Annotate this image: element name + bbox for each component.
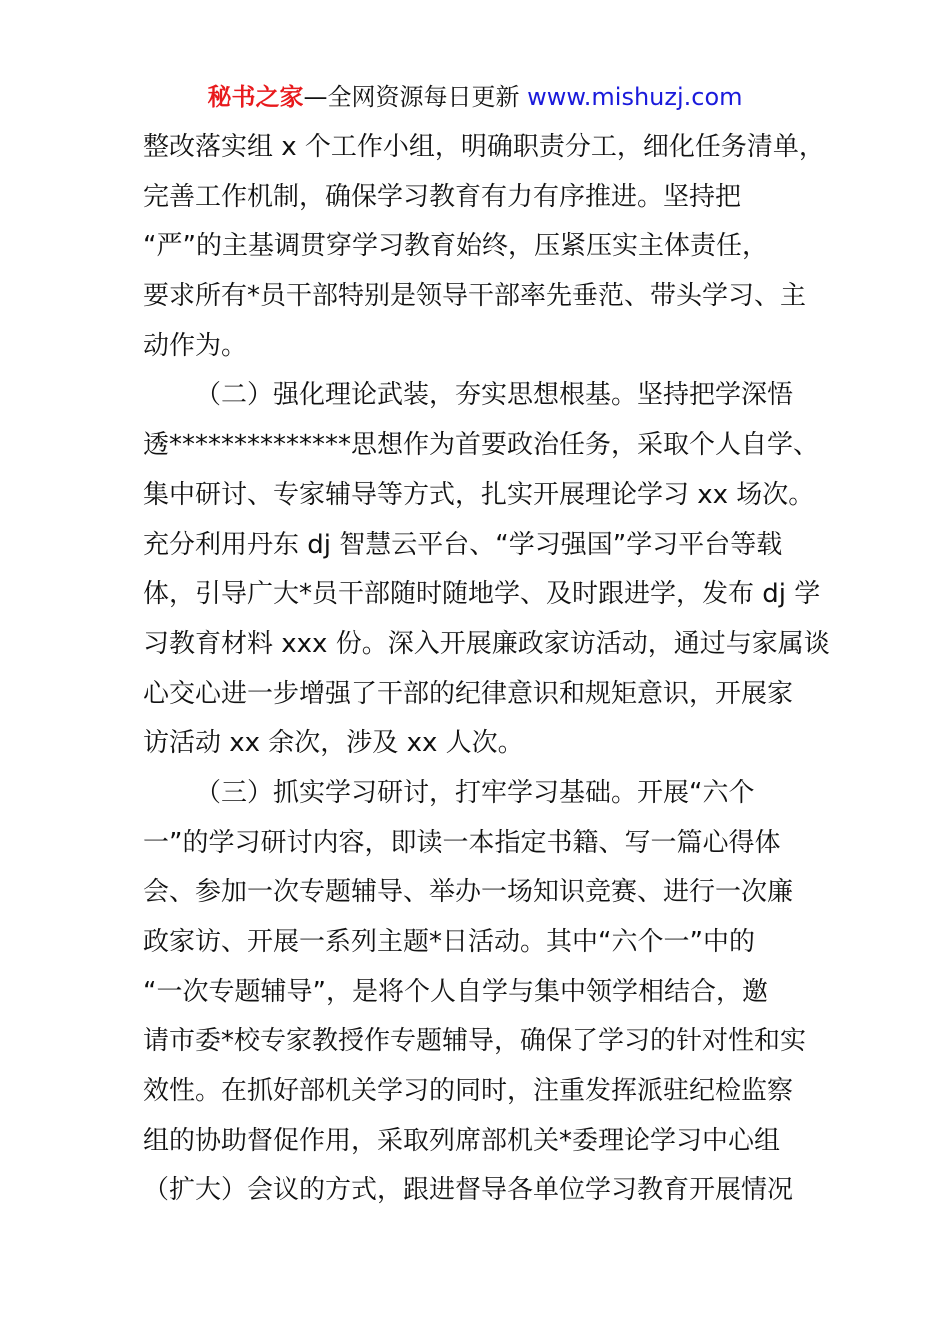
text-line: 一”的学习研讨内容，即读一本指定书籍、写一篇心得体 [143, 827, 781, 858]
site-header [0, 80, 950, 114]
text-line: 要求所有*员干部特别是领导干部率先垂范、带头学习、主 [143, 281, 807, 312]
text-line: “一次专题辅导”，是将个人自学与集中领学相结合，邀 [143, 976, 768, 1007]
text-line: 集中研讨、专家辅导等方式，扎实开展理论学习 xx 场次。 [143, 479, 815, 510]
text-line: 习教育材料 xxx 份。深入开展廉政家访活动，通过与家属谈 [143, 628, 830, 659]
header-tagline: —全网资源每日更新 [303, 83, 520, 111]
text-line: “严”的主基调贯穿学习教育始终，压紧压实主体责任， [143, 231, 768, 262]
text-line: 心交心进一步增强了干部的纪律意识和规矩意识，开展家 [143, 678, 794, 709]
text-line: 效性。在抓好部机关学习的同时，注重发挥派驻纪检监察 [143, 1076, 794, 1107]
brand-name: 秘书之家 [207, 83, 304, 111]
text-line: 完善工作机制，确保学习教育有力有序推进。坚持把 [143, 181, 742, 212]
section-heading-line: （三）抓实学习研讨，打牢学习基础。开展“六个 [195, 777, 755, 808]
section-heading-line: （二）强化理论武装，夯实思想根基。坚持把学深悟 [195, 380, 794, 411]
text-line: 会、参加一次专题辅导、举办一场知识竞赛、进行一次廉 [143, 877, 794, 908]
text-line: 组的协助督促作用，采取列席部机关*委理论学习中心组 [143, 1125, 781, 1156]
text-line: 体，引导广大*员干部随时随地学、及时跟进学，发布 dj 学 [143, 579, 821, 610]
text-line: 访活动 xx 余次，涉及 xx 人次。 [143, 728, 524, 759]
text-line: 充分利用丹东 dj 智慧云平台、“学习强国”学习平台等载 [143, 529, 783, 560]
document-body [143, 123, 830, 1216]
text-line: 政家访、开展一系列主题*日活动。其中“六个一”中的 [143, 927, 755, 957]
text-line: 动作为。 [143, 330, 248, 361]
site-url-link[interactable]: www.mishuzj.com [527, 83, 743, 111]
text-line: （扩大）会议的方式，跟进督导各单位学习教育开展情况 [143, 1175, 794, 1206]
text-line: 透**************思想作为首要政治任务，采取个人自学、 [143, 430, 820, 461]
text-line: 整改落实组 x 个工作小组，明确职责分工，细化任务清单， [143, 132, 825, 162]
text-line: 请市委*校专家教授作专题辅导，确保了学习的针对性和实 [143, 1026, 807, 1057]
